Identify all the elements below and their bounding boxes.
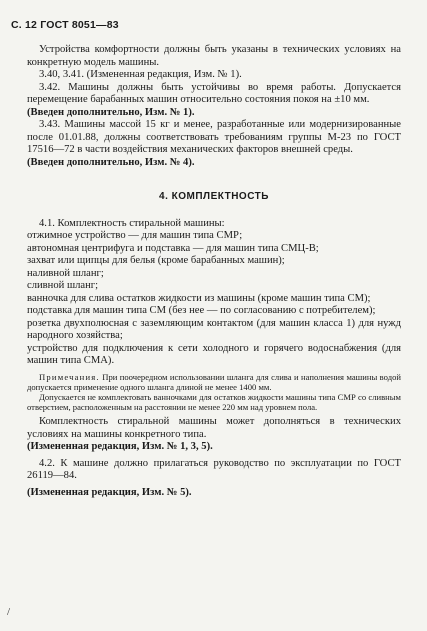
list-item: захват или щипцы для белья (кроме барабанных машин); xyxy=(27,255,285,266)
page-body xyxy=(27,44,401,499)
list-item: отжимное устройство — для машин типа СМР; xyxy=(27,230,243,241)
list-item: ванночка для слива остатков жидкости из машины (кроме машин типа СМ); xyxy=(27,292,371,304)
amendment-note: (Измененная редакция, Изм. № 1, 3, 5). xyxy=(27,441,213,453)
list-item: автономная центрифуга и подставка — для машин типа СМЦ-В; xyxy=(27,242,319,254)
notes-label: Примечания. xyxy=(39,371,100,382)
list-item: устройство для подключения к сети холодного и горячего водоснабжения (для машин типа СМА). xyxy=(27,342,401,366)
note-1: При поочередном использовании шланга для слива и наполнения машины водой допускается применение одного шланга длиной не менее 1400 мм. xyxy=(27,371,401,392)
note-2: Допускается не комплектовать ванночками для остатков жидкости машины типа СМР со сливным отверстием, расположенным на расстоянии не менее 220 мм над уровнем пола. xyxy=(27,391,401,413)
paragraph: 3.43. Машины массой 15 кг и менее, разработанные или модернизированные после 01.01.88, должны соответствовать требованиям группы М-23 по ГОСТ 17516—72 в части воздействия механических факторов внешней среды. xyxy=(27,119,401,155)
paragraph: 3.42. Машины должны быть устойчивы во время работы. Допускается перемещение барабанных машин относительно состояния покоя на ±10 мм. xyxy=(27,81,401,105)
list-intro: 4.1. Комплектность стиральной машины: xyxy=(39,217,225,229)
paragraph: 4.2. К машине должно прилагаться руководство по эксплуатации по ГОСТ 26119—84. xyxy=(27,457,401,482)
amendment-note: (Введен дополнительно, Изм. № 4). xyxy=(27,156,195,168)
list-item: наливной шланг; xyxy=(27,267,104,279)
page-header: С. 12 ГОСТ 8051—83 xyxy=(11,19,119,31)
section-heading: 4. КОМПЛЕКТНОСТЬ xyxy=(159,191,269,202)
amendment-note: (Введен дополнительно, Изм. № 1). xyxy=(27,106,195,118)
amendment-note: 3.40, 3.41. (Измененная редакция, Изм. № 1). xyxy=(39,69,242,80)
list-item: сливной шланг; xyxy=(27,280,99,291)
amendment-note: (Измененная редакция, Изм. № 5). xyxy=(27,486,192,498)
margin-mark: / xyxy=(7,606,11,618)
list-item: подставка для машин типа СМ (без нее — по согласованию с потребителем); xyxy=(27,305,376,316)
paragraph: Устройства комфортности должны быть указаны в технических условиях на конкретную модель машины. xyxy=(27,44,401,68)
list-item: розетка двухполюсная с заземляющим контактом (для машин класса 1) для нужд народного хозяйства; xyxy=(27,317,401,341)
notes-block xyxy=(27,372,401,392)
paragraph: Комплектность стиральной машины может дополняться в технических условиях на машины конкретного типа. xyxy=(27,416,401,440)
